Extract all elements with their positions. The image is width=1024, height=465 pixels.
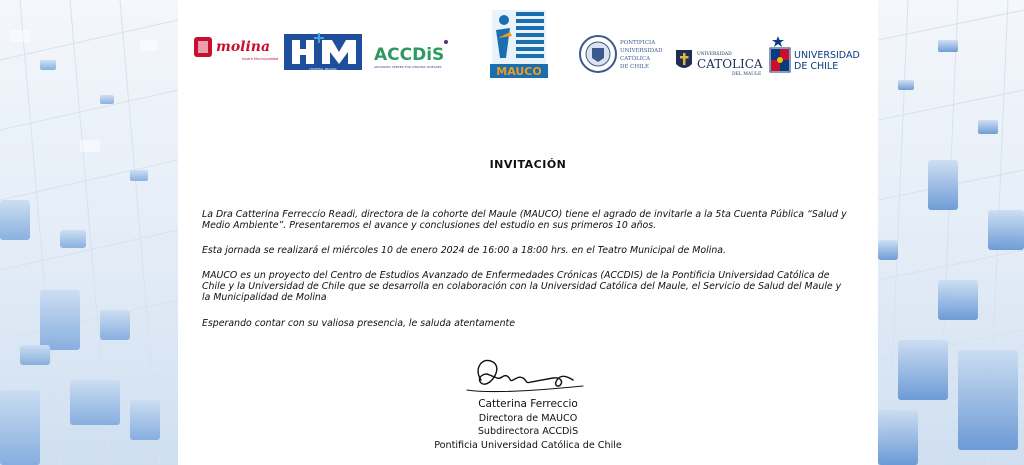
paragraph-closing: Esperando contar con su valiosa presencia, le saluda atentamente xyxy=(202,318,515,329)
signer-role-2: Subdirectora ACCDiS xyxy=(477,426,579,437)
molina-wordmark: molina xyxy=(216,39,271,55)
signer-role-3: Pontificia Universidad Católica de Chile xyxy=(434,439,622,451)
molina-logo xyxy=(192,34,279,64)
paragraph-event-details: Esta jornada se realizará el miércoles 10 de enero 2024 de 16:00 a 18:00 hrs. en el Teatro Municipal de Molina. xyxy=(202,245,726,256)
grid-pattern-right xyxy=(878,0,1024,465)
puc-line-3: CATÓLICA xyxy=(620,56,651,62)
signer-name: Catterina Ferreccio xyxy=(478,398,578,410)
hm-subtitle: HOSPITAL MOLINA xyxy=(309,67,337,71)
ucm-logo xyxy=(675,46,767,80)
mauco-logo xyxy=(488,8,550,80)
uchile-line-1: UNIVERSIDAD xyxy=(794,50,860,61)
molina-subtitle: Ilustre Municipalidad xyxy=(242,57,279,61)
right-background-decoration xyxy=(878,0,1024,465)
logo-header xyxy=(178,0,878,90)
grid-pattern-left xyxy=(0,0,178,465)
puc-line-1: PONTIFICIA xyxy=(620,40,656,46)
accdis-subtitle: ADVANCED CENTER FOR CHRONIC DISEASES xyxy=(374,65,442,69)
accdis-wordmark: ACCDiS xyxy=(374,45,445,65)
ucm-line-2: CATOLICA xyxy=(697,57,763,71)
puc-line-4: DE CHILE xyxy=(620,64,650,70)
paragraph-project-description: MAUCO es un proyecto del Centro de Estudios Avanzado de Enfermedades Crónicas (ACCDIS) de la Pontificia Universidad Católica de Chile y la Universidad de Chile que se desarrolla en colaboración con la Universidad Católica del Maule, el Servicio de Salud del Maule y la Municipalidad de Molina xyxy=(202,270,842,303)
mauco-wordmark: MAUCO xyxy=(496,65,542,78)
left-background-decoration xyxy=(0,0,178,465)
puc-logo xyxy=(578,28,672,82)
puc-line-2: UNIVERSIDAD xyxy=(620,48,663,54)
accdis-logo xyxy=(372,36,464,72)
signature-block xyxy=(178,398,878,452)
paragraph-intro: La Dra Catterina Ferreccio Readi, directora de la cohorte del Maule (MAUCO) tiene el agrado de invitarle a la 5ta Cuenta Pública “Salud y Medio Ambiente”. Presentaremos el avance y conclusiones del estudio en sus primeros 10 años. xyxy=(202,209,847,231)
ucm-line-3: DEL MAULE xyxy=(732,72,762,77)
invitation-title: INVITACIÓN xyxy=(489,158,567,171)
hospital-molina-logo xyxy=(284,32,362,72)
uchile-line-2: DE CHILE xyxy=(794,61,839,72)
ucm-line-1: UNIVERSIDAD xyxy=(697,52,732,57)
signer-role-1: Directora de MAUCO xyxy=(478,412,578,424)
invitation-document xyxy=(178,0,878,465)
handwritten-signature xyxy=(463,350,593,400)
uchile-logo xyxy=(770,36,870,76)
